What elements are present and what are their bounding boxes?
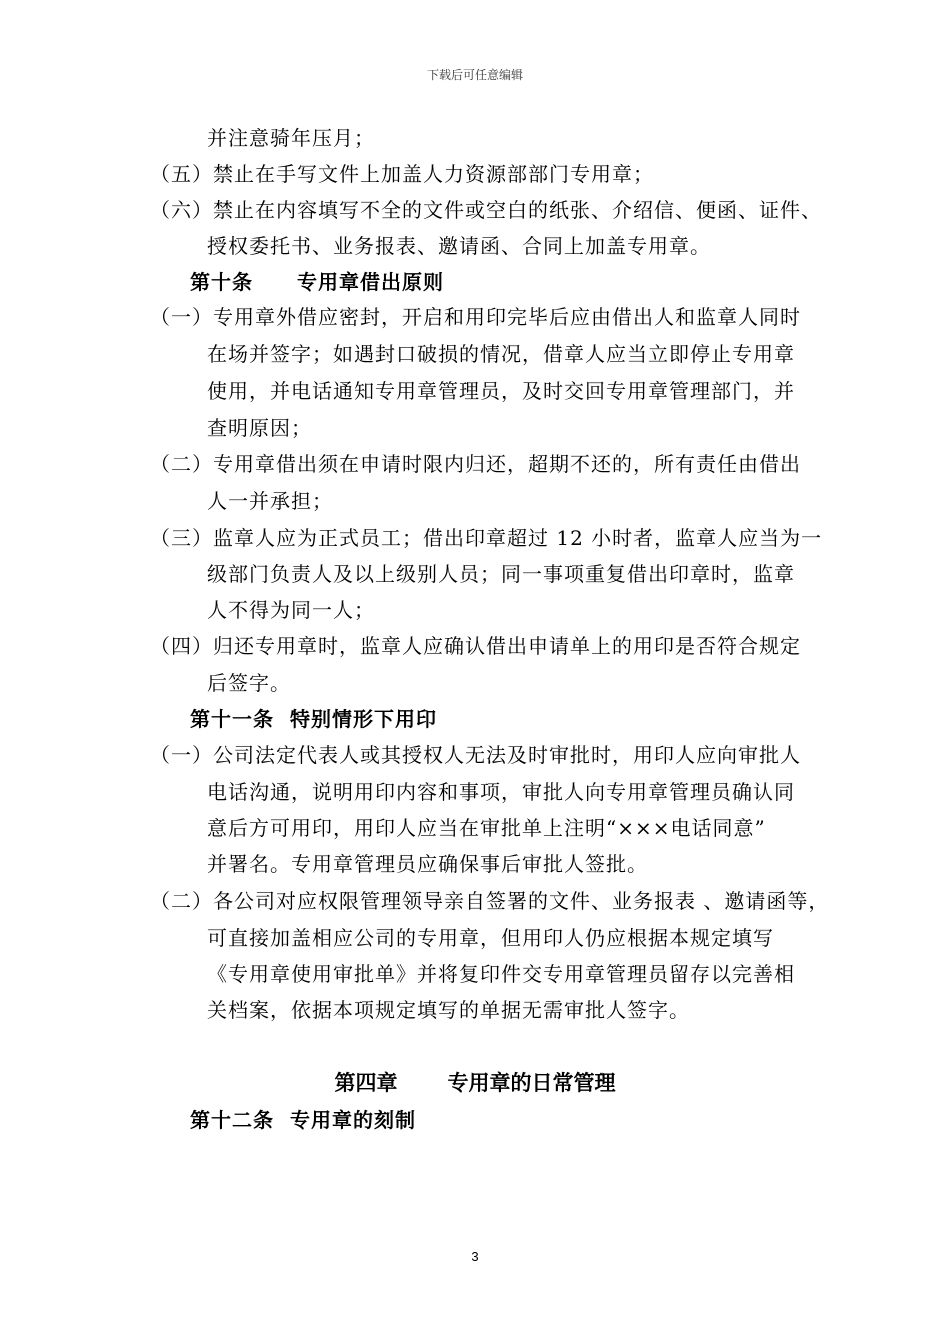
item-number: （六）: [150, 198, 213, 222]
article-heading: [190, 1108, 416, 1132]
text-line: 使用，并电话通知专用章管理员，及时交回专用章管理部门，并: [207, 379, 795, 403]
item-number: （四）: [150, 634, 213, 658]
page-number: 3: [471, 1249, 479, 1264]
text-line: 后签字。: [207, 671, 291, 695]
article-title: 特别情形下用印: [290, 707, 437, 731]
article-label: 第十一条: [190, 707, 274, 731]
article-label: 第十条: [190, 270, 253, 294]
chapter-label: 第四章: [334, 1070, 398, 1095]
item-text: 禁止在手写文件上加盖人力资源部部门专用章；: [213, 162, 654, 186]
item-number: （二）: [150, 452, 213, 476]
article-heading: [190, 707, 437, 731]
item-text: 归还专用章时，监章人应确认借出申请单上的用印是否符合规定: [213, 634, 801, 658]
text-line: 在场并签字；如遇封口破损的情况，借章人应当立即停止专用章: [207, 342, 795, 366]
text-line: 并注意骑年压月；: [207, 126, 375, 150]
item-text: 专用章借出须在申请时限内归还，超期不还的，所有责任由借出: [213, 452, 801, 476]
item-number: （一）: [150, 743, 213, 767]
text-line: 关档案，依据本项规定填写的单据无需审批人签字。: [207, 998, 690, 1022]
article-title: 专用章借出原则: [297, 270, 444, 294]
item-text: 禁止在内容填写不全的文件或空白的纸张、介绍信、便函、证件、: [213, 198, 822, 222]
chapter-heading: [0, 1071, 950, 1095]
chapter-title: 专用章的日常管理: [447, 1070, 616, 1095]
article-heading: [190, 270, 444, 294]
text-line: 授权委托书、业务报表、邀请函、合同上加盖专用章。: [207, 234, 711, 258]
text-line: 查明原因；: [207, 416, 312, 440]
item-number: （一）: [150, 305, 213, 329]
text-line: 级部门负责人及以上级别人员；同一事项重复借出印章时，监章: [207, 562, 795, 586]
text-line: 并署名。专用章管理员应确保事后审批人签批。: [207, 852, 648, 876]
article-label: 第十二条: [190, 1108, 274, 1132]
text-line: 电话沟通，说明用印内容和事项，审批人向专用章管理员确认同: [207, 780, 795, 804]
text-line: 人不得为同一人；: [207, 598, 375, 622]
text-line: 可直接加盖相应公司的专用章，但用印人仍应根据本规定填写: [207, 926, 774, 950]
text-line: 人一并承担；: [207, 489, 333, 513]
item-text: 各公司对应权限管理领导亲自签署的文件、业务报表 、邀请函等，: [213, 889, 830, 913]
text-line: 意后方可用印，用印人应当在审批单上注明“×××电话同意”: [207, 816, 766, 840]
item-number: （五）: [150, 162, 213, 186]
item-text: 监章人应为正式员工；借出印章超过 12 小时者，监章人应当为一: [213, 526, 823, 550]
item-number: （二）: [150, 889, 213, 913]
item-number: （三）: [150, 526, 213, 550]
article-title: 专用章的刻制: [290, 1108, 416, 1132]
text-line: 《专用章使用审批单》并将复印件交专用章管理员留存以完善相: [207, 962, 795, 986]
item-text: 公司法定代表人或其授权人无法及时审批时，用印人应向审批人: [213, 743, 801, 767]
item-text: 专用章外借应密封，开启和用印完毕后应由借出人和监章人同时: [213, 305, 801, 329]
page-header: 下载后可任意编辑: [426, 68, 523, 82]
